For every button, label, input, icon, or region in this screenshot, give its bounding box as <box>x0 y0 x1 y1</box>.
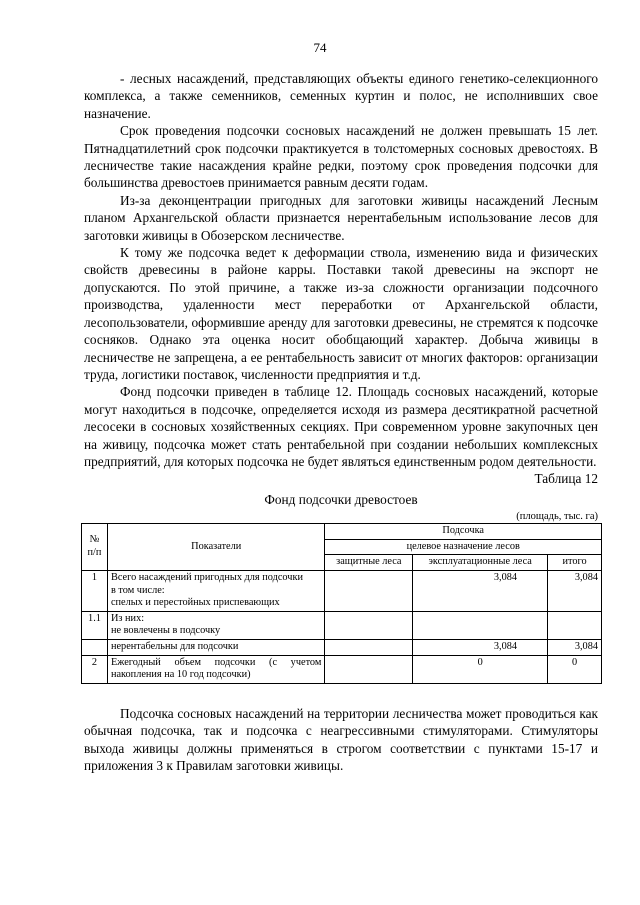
table-unit: (площадь, тыс. га) <box>516 511 598 523</box>
table-row <box>82 611 602 639</box>
row-indicator <box>107 570 324 611</box>
header-protective: защитные леса <box>325 555 413 571</box>
header-exploitation: эксплуатационные леса <box>413 555 548 571</box>
row-total: 3,084 <box>548 570 602 611</box>
page-number: 74 <box>313 40 327 55</box>
header-num: № п/п <box>82 524 108 571</box>
document-body <box>84 70 598 774</box>
paragraph-deconcentration: Из-за деконцентрации пригодных для заготовки живицы насаждений Лесным планом Архангельской области признается нерентабельным использование лесов для заготовки живицы в Обозерском лесничестве. <box>84 192 598 243</box>
row-indicator <box>107 655 324 683</box>
row-exploitation: 3,084 <box>413 639 548 655</box>
row-line: Всего насаждений пригодных для подсочки <box>110 571 303 583</box>
row-protective <box>325 611 413 639</box>
paragraph-after-table: Подсочка сосновых насаждений на территории лесничества может проводиться как обычная подсочка, так и подсочка с неагрессивными стимуляторами. Стимуляторы выхода живицы должны применяться в строгом соответствии с пунктами 15-17 и приложения 3 к Правилам заготовки живицы. <box>84 705 598 773</box>
row-num: 1 <box>82 570 108 611</box>
header-subgroup: целевое назначение лесов <box>325 539 602 555</box>
row-line: спелых и перестойных приспевающих <box>110 597 280 609</box>
header-total: итого <box>548 555 602 571</box>
paragraph-list-item: - лесных насаждений, представляющих объекты единого генетико-селекционного комплекса, а также семенников, семенных куртин и полос, не исполнивших свое назначение. <box>84 71 598 121</box>
fund-table <box>81 523 602 684</box>
row-total: 3,084 <box>548 639 602 655</box>
row-line: Из них: <box>110 612 145 624</box>
row-num: 2 <box>82 655 108 683</box>
row-indicator <box>107 611 324 639</box>
row-exploitation <box>413 611 548 639</box>
row-line: нерентабельны для подсочки <box>110 640 239 652</box>
row-total: 0 <box>548 655 602 683</box>
row-protective <box>325 639 413 655</box>
row-exploitation: 0 <box>413 655 548 683</box>
paragraph-deformation: К тому же подсочка ведет к деформации ствола, изменению вида и физических свойств древесины в районе карры. Поставки такой древесины на экспорт не допускаются. По этой причине, а также из-за сложности организации подсочного производства, удаленности мест переработки от Архангельской области, лесопользователи, оформившие аренду для заготовки древесины, не стремятся к подсочке сосняков. Однако эта оценка носит обобщающий характер. Добыча живицы в лесничестве не запрещена, а ее рентабельность зависит от многих факторов: организации труда, логистики поставок, численности предприятия и т.д. <box>84 245 598 382</box>
row-total <box>548 611 602 639</box>
row-num <box>82 639 108 655</box>
table-row <box>82 655 602 683</box>
paragraph-fund: Фонд подсочки приведен в таблице 12. Площадь сосновых насаждений, которые могут находиться в подсочке, определяется исходя из размера десятикратной расчетной лесосеки в сосновых хозяйственных секциях. При современном уровне закупочных цен на живицу, подсочка может стать рентабельной при создании небольших комплексных предприятий, для которых подсочка не будет являться единственным родом деятельности. <box>84 384 598 469</box>
header-indicator: Показатели <box>107 524 324 571</box>
row-line: в том числе: <box>110 584 165 596</box>
table-title: Фонд подсочки древостоев <box>264 491 418 507</box>
row-num: 1.1 <box>82 611 108 639</box>
row-indicator <box>107 639 324 655</box>
table-row <box>82 570 602 611</box>
paragraph-term: Срок проведения подсочки сосновых насаждений не должен превышать 15 лет. Пятнадцатилетний срок подсочки практикуется в толстомерных сосновых древостоях. В лесничестве такие насаждения крайне редки, поэтому срок проведения подсочки для большинства древостоев принимается равным десяти годам. <box>84 123 598 191</box>
table-row <box>82 639 602 655</box>
row-line: не вовлечены в подсочку <box>110 625 221 637</box>
row-protective <box>325 570 413 611</box>
row-exploitation: 3,084 <box>413 570 548 611</box>
row-line: Ежегодный объем подсочки (с учетом накопления на 10 год подсочки) <box>110 656 322 681</box>
table-label: Таблица 12 <box>534 471 598 487</box>
row-protective <box>325 655 413 683</box>
header-group: Подсочка <box>325 524 602 540</box>
